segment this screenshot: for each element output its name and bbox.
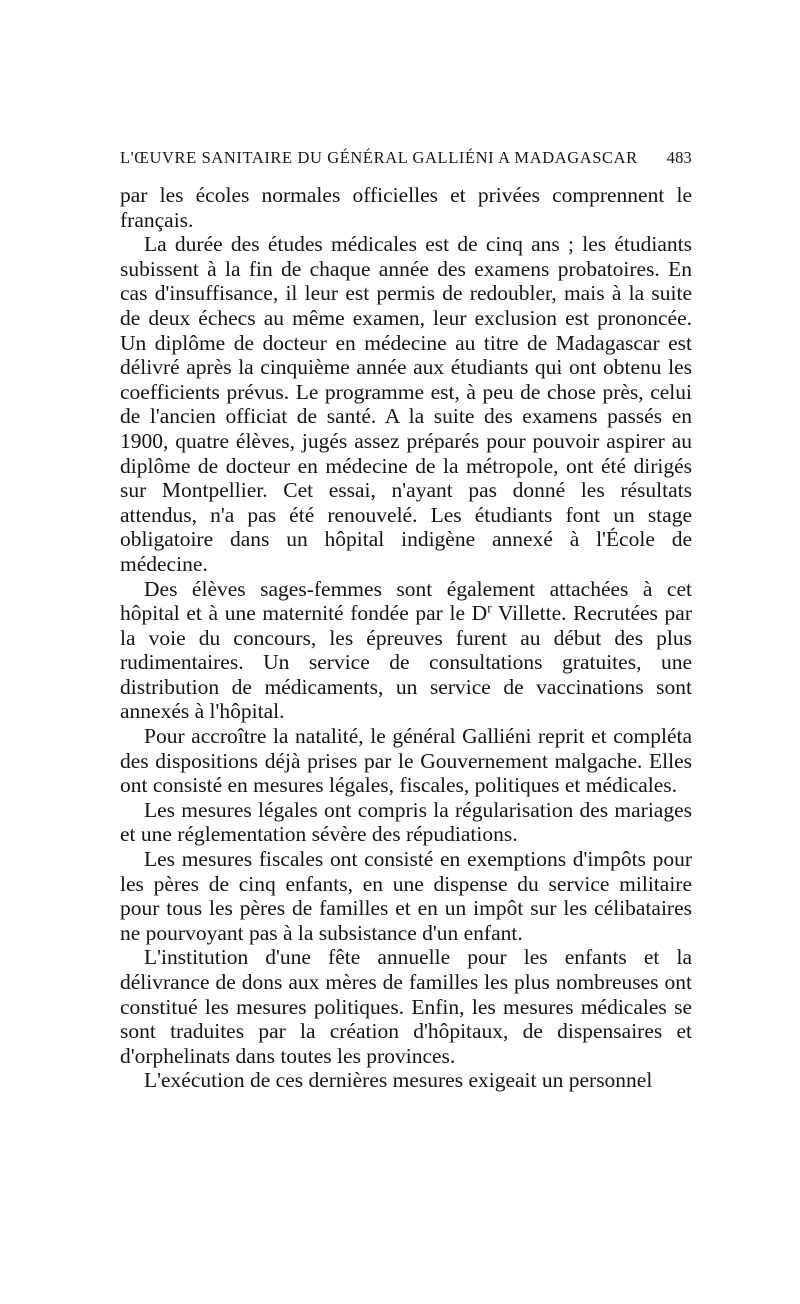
paragraph-continuation: par les écoles normales officielles et privées comprennent le français. [120, 183, 692, 232]
paragraph-natality: Pour accroître la natalité, le général Galliéni reprit et compléta des dispositions déjà prises par le Gouvernement malgache. Elles ont consisté en mesures légales, fiscales, politiques et médicales. [120, 724, 692, 798]
paragraph-fiscal-measures: Les mesures fiscales ont consisté en exemptions d'impôts pour les pères de cinq enfants, en une dispense du service militaire pour tous les pères de familles et en un impôt sur les célibataires ne pourvoyant pas à la subsistance d'un enfant. [120, 847, 692, 945]
paragraph-legal-measures: Les mesures légales ont compris la régularisation des mariages et une réglementation sévère des répudiations. [120, 797, 692, 847]
paragraph-political-medical-measures: L'institution d'une fête annuelle pour les enfants et la délivrance de dons aux mères de familles les plus nombreuses ont constitué les mesures politiques. Enfin, les mesures médicales se sont traduites par la création d'hôpitaux, de dispensaires et d'orphelinats dans toutes les provinces. [120, 945, 692, 1068]
body-text [120, 183, 692, 1093]
running-title: L'ŒUVRE SANITAIRE DU GÉNÉRAL GALLIÉNI A MADAGASCAR [120, 148, 638, 167]
running-header [120, 148, 692, 168]
doctor-abbrev-superscript: r [487, 600, 492, 616]
paragraph-medical-studies: La durée des études médicales est de cinq ans ; les étudiants subissent à la fin de chaque année des examens probatoires. En cas d'insuffisance, il leur est permis de redoubler, mais à la suite de deux échecs au même examen, leur exclusion est prononcée. Un diplôme de docteur en médecine au titre de Madagascar est délivré après la cinquième année aux étudiants qui ont obtenu les coefficients prévus. Le programme est, à peu de chose près, celui de l'ancien officiat de santé. A la suite des examens passés en 1900, quatre élèves, jugés assez préparés pour pouvoir aspirer au diplôme de docteur en médecine de la métropole, ont été dirigés sur Montpellier. Cet essai, n'ayant pas donné les résultats attendus, n'a pas été renouvelé. Les étudiants font un stage obligatoire dans un hôpital indigène annexé à l'École de médecine. [120, 232, 692, 576]
midwives-text-start: Des élèves sages-femmes sont également attachées à cet hôpital et à une maternité fondée par le D [120, 576, 692, 626]
paragraph-midwives [120, 577, 692, 725]
midwives-text-end: Villette. Recrutées par la voie du concours, les épreuves furent au début des plus rudimentaires. Un service de consultations gratuites, une distribution de médicaments, un service de vaccinations sont annexés à l'hôpital. [120, 601, 692, 724]
paragraph-final-line: L'exécution de ces dernières mesures exigeait un personnel [144, 1068, 653, 1093]
page-number: 483 [666, 148, 692, 167]
